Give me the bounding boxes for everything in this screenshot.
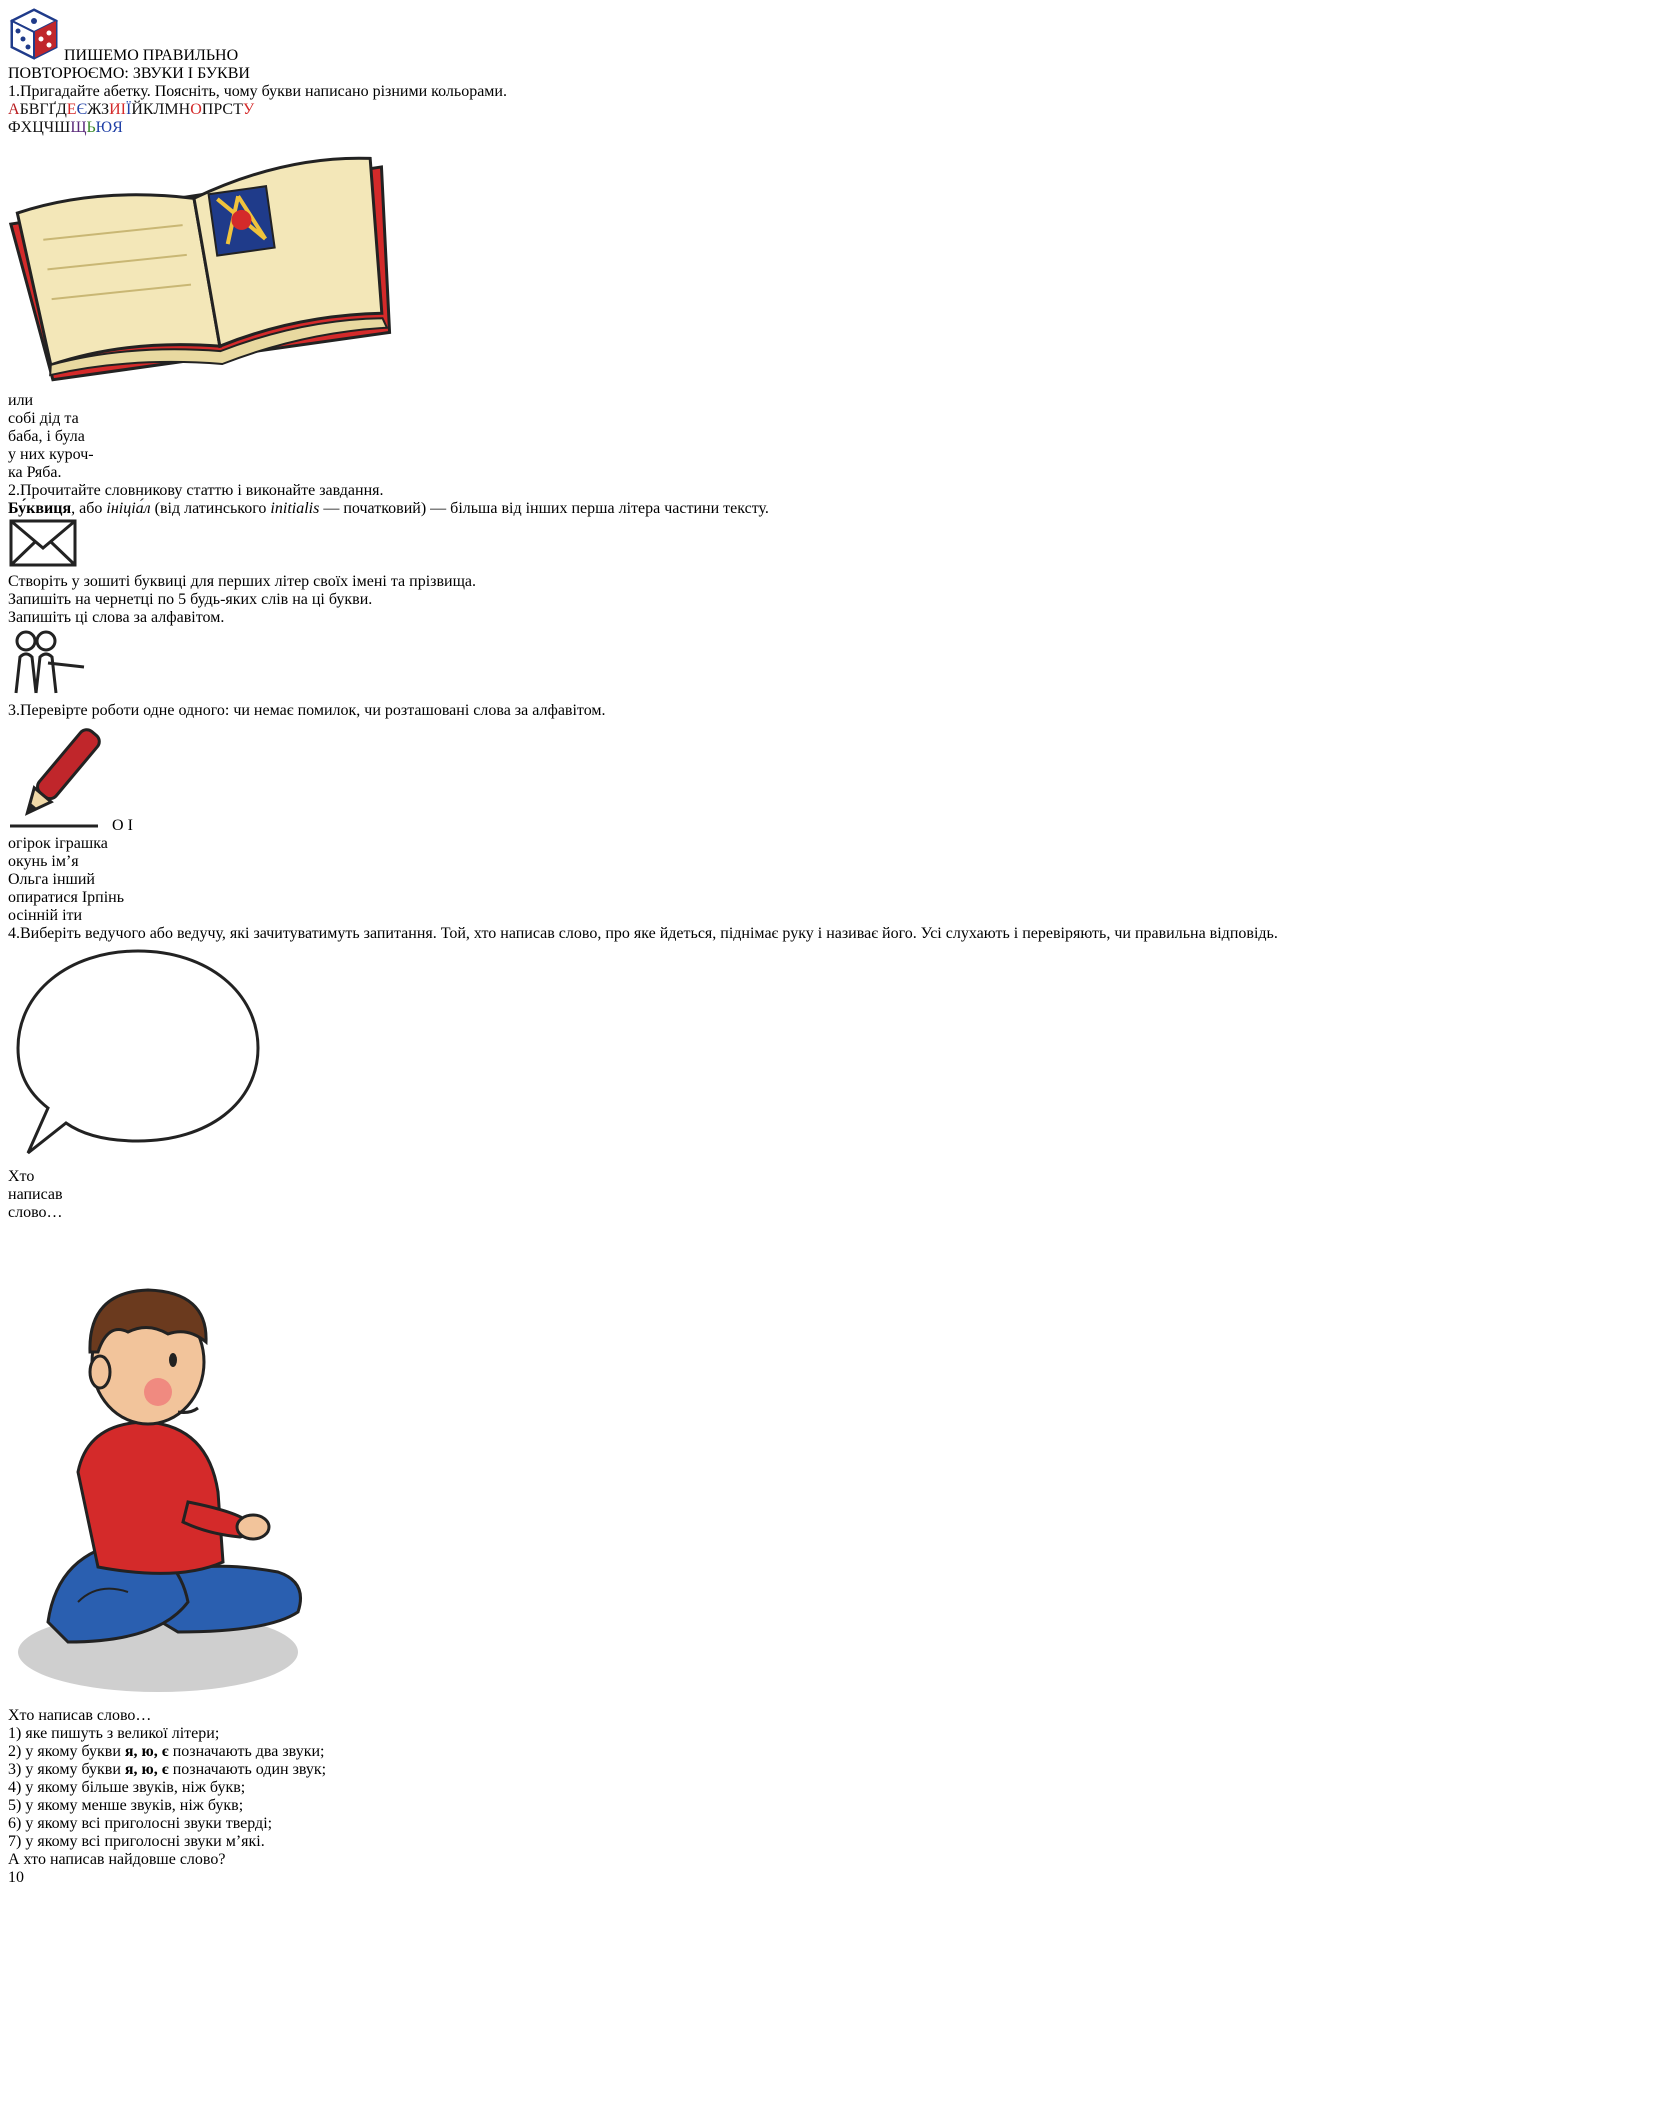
alphabet-letter: И bbox=[109, 101, 121, 118]
word-row: Ольга інший bbox=[8, 871, 95, 888]
word-row: огірок іграшка bbox=[8, 835, 108, 852]
word-row: осінній іти bbox=[8, 907, 83, 924]
envelope-icon bbox=[8, 555, 78, 572]
questions-intro: Хто написав слово… bbox=[8, 1707, 152, 1724]
card-lines bbox=[8, 835, 1646, 925]
alphabet-letter: Ф bbox=[8, 119, 21, 136]
question-item: 7) у якому всі приголосні звуки м’які. bbox=[8, 1833, 265, 1850]
alphabet-letter: Л bbox=[153, 101, 165, 118]
alphabet-letter: Я bbox=[112, 119, 123, 136]
list-item: Запишіть на чернетці по 5 будь-яких слів на ці букви. bbox=[8, 591, 373, 608]
question-item: 4) у якому більше звуків, ніж букв; bbox=[8, 1779, 246, 1796]
task-2 bbox=[8, 482, 1646, 500]
question-item: 3) у якому букви я, ю, є позначають один звук; bbox=[8, 1761, 327, 1778]
dice-icon bbox=[8, 47, 64, 64]
task-text: Прочитайте словникову статтю і виконайте завдання. bbox=[20, 482, 384, 499]
alphabet-letter: Ц bbox=[32, 119, 44, 136]
alphabet-letter: А bbox=[8, 101, 20, 118]
alphabet-letter: Ю bbox=[95, 119, 113, 136]
list-item: Запишіть ці слова за алфавітом. bbox=[8, 609, 225, 626]
list-item: Створіть у зошиті буквиці для перших літер своїх імені та прізвища. bbox=[8, 573, 476, 590]
alphabet-row-1 bbox=[8, 101, 1646, 119]
task-number: 2. bbox=[8, 482, 20, 499]
question-item: 1) яке пишуть з великої літери; bbox=[8, 1725, 220, 1742]
alphabet-letter: Ґ bbox=[48, 101, 56, 118]
section-header bbox=[8, 8, 1646, 65]
alphabet-letter: Є bbox=[76, 101, 88, 118]
page-title: ПОВТОРЮЄМО: ЗВУКИ І БУКВИ bbox=[8, 65, 250, 82]
word-row: опиратися Ірпінь bbox=[8, 889, 125, 906]
alphabet-letter: Х bbox=[20, 119, 33, 136]
word-row: окунь ім’я bbox=[8, 853, 79, 870]
task-text: Виберіть ведучого або ведучу, які зачитуватимуть запитання. Той, хто написав слово, про яке йдеться, піднімає руку і називає його. Усі слухають і перевіряють, чи правильна відповідь. bbox=[20, 925, 1278, 942]
alphabet-letter: О bbox=[190, 101, 202, 118]
questions-closing: А хто написав найдовше слово? bbox=[8, 1851, 226, 1868]
alphabet-letter: Н bbox=[178, 101, 191, 118]
dictionary-entry: Бу́квиця, або ініціа́л (від латинського initialis — початковий) — більша від інших перша літера частини тексту. bbox=[8, 500, 769, 517]
open-book-illustration bbox=[8, 137, 1646, 482]
decorative-initial-i: І bbox=[127, 817, 133, 834]
alphabet-letter: Е bbox=[66, 101, 77, 118]
dictionary-term: Бу́квиця bbox=[8, 500, 72, 517]
question-item: 2) у якому букви я, ю, є позначають два звуки; bbox=[8, 1743, 325, 1760]
task-3 bbox=[8, 702, 1646, 720]
alphabet-letter: К bbox=[142, 101, 154, 118]
alphabet-letter: В bbox=[28, 101, 40, 118]
alphabet-letter: Й bbox=[131, 101, 143, 118]
alphabet-letter: С bbox=[222, 101, 234, 118]
task-number: 3. bbox=[8, 702, 20, 719]
page-number: 10 bbox=[8, 1869, 24, 1886]
alphabet-letter: І bbox=[120, 101, 126, 118]
alphabet-letter: М bbox=[164, 101, 179, 118]
word-card bbox=[8, 720, 1646, 925]
alphabet-letter: Ь bbox=[86, 119, 96, 136]
alphabet-row-2 bbox=[8, 119, 1646, 137]
alphabet-letter: Ж bbox=[87, 101, 102, 118]
question-item: 6) у якому всі приголосні звуки тверді; bbox=[8, 1815, 273, 1832]
task-number: 4. bbox=[8, 925, 20, 942]
alphabet-letter: У bbox=[242, 101, 255, 118]
pair-work-icon bbox=[8, 684, 88, 701]
alphabet-letter: З bbox=[101, 101, 110, 118]
bullet-list bbox=[8, 573, 1646, 627]
task-text: Пригадайте абетку. Поясніть, чому букви написано різними кольорами. bbox=[20, 83, 507, 100]
alphabet-letter: Т bbox=[233, 101, 243, 118]
question-item: 5) у якому менше звуків, ніж букв; bbox=[8, 1797, 244, 1814]
alphabet-letter: Щ bbox=[70, 119, 87, 136]
textbook-page bbox=[8, 8, 1646, 1887]
task-number: 1. bbox=[8, 83, 20, 100]
questions-block bbox=[8, 1707, 1646, 1869]
alphabet-letter: Ч bbox=[43, 119, 55, 136]
speech-bubble-text: Хто написав слово… bbox=[8, 1168, 63, 1221]
alphabet-letter: Ш bbox=[54, 119, 71, 136]
alphabet-letter: П bbox=[201, 101, 214, 118]
alphabet-letter: Ї bbox=[125, 101, 132, 118]
task-text: Перевірте роботи одне одного: чи немає помилок, чи розташовані слова за алфавітом. bbox=[20, 702, 606, 719]
task-1 bbox=[8, 83, 1646, 101]
alphabet-letter: Р bbox=[213, 101, 223, 118]
speech-bubble bbox=[8, 943, 1646, 1222]
decorative-initial-o: О bbox=[112, 817, 124, 834]
alphabet-letter: Б bbox=[19, 101, 29, 118]
section-label: ПИШЕМО ПРАВИЛЬНО bbox=[64, 47, 239, 64]
pen-icon bbox=[8, 817, 112, 834]
book-page-text: или собі дід та баба, і була у них куроч- ка Ряба. bbox=[8, 392, 94, 481]
task-4 bbox=[8, 925, 1646, 943]
alphabet-letter: Д bbox=[55, 101, 67, 118]
boy-illustration bbox=[8, 1222, 1646, 1707]
alphabet-letter: Г bbox=[39, 101, 49, 118]
